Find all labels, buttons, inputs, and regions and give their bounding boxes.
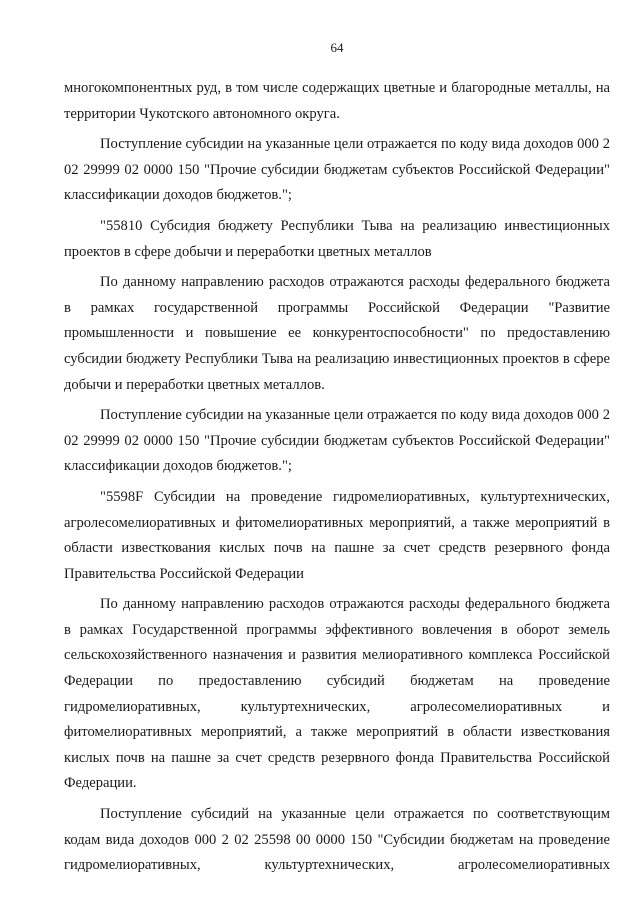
- paragraph-direction-tyva: По данному направлению расходов отражаются расходы федерального бюджета в рамках государственной программы Российской Федерации "Развитие промышленности и повышение ее конкурентоспособности" по предоставлению субсидии бюджету Республики Тыва на реализацию инвестиционных проектов в сфере добычи и переработки цветных металлов.: [64, 274, 610, 393]
- paragraph-ore-continuation: многокомпонентных руд, в том числе содержащих цветные и благородные металлы, на территории Чукотского автономного округа.: [64, 80, 610, 122]
- paragraph-code-5598f: "5598F Субсидии на проведение гидромелиоративных, культуртехнических, агролесомелиоративных и фитомелиоративных мероприятий, а также мероприятий в области известкования кислых почв на пашне за счет средств резервного фонда Правительства Российской Федерации: [64, 488, 610, 582]
- paragraph-receipt-chukotka: Поступление субсидии на указанные цели отражается по коду вида доходов 000 2 02 29999 02 0000 150 "Прочие субсидии бюджетам субъектов Российской Федерации" классификации доходов бюджетов.";: [64, 136, 610, 204]
- paragraph-receipt-tyva: Поступление субсидии на указанные цели отражается по коду вида доходов 000 2 02 29999 02 0000 150 "Прочие субсидии бюджетам субъектов Российской Федерации" классификации доходов бюджетов.";: [64, 407, 610, 475]
- page-number: 64: [330, 40, 344, 55]
- paragraph-code-55810: "55810 Субсидия бюджету Республики Тыва на реализацию инвестиционных проектов в сфере добычи и переработки цветных металлов: [64, 217, 610, 260]
- paragraph-receipt-melioration: Поступление субсидий на указанные цели отражается по соответствующим кодам вида доходов 000 2 02 25598 00 0000 150 "Субсидии бюджетам на проведение гидромелиоративных, культуртехнических, агролесомелиоративных: [64, 806, 610, 874]
- paragraph-direction-melioration: По данному направлению расходов отражаются расходы федерального бюджета в рамках Государственной программы эффективного вовлечения в оборот земель сельскохозяйственного назначения и развития мелиоративного комплекса Российской Федерации по предоставлению субсидий бюджетам на проведение гидромелиоративных, культуртехнических, агролесомелиоративных и фитомелиоративных мероприятий, а также мероприятий в области известкования кислых почв на пашне за счет средств резервного фонда Правительства Российской Федерации.: [64, 596, 610, 792]
